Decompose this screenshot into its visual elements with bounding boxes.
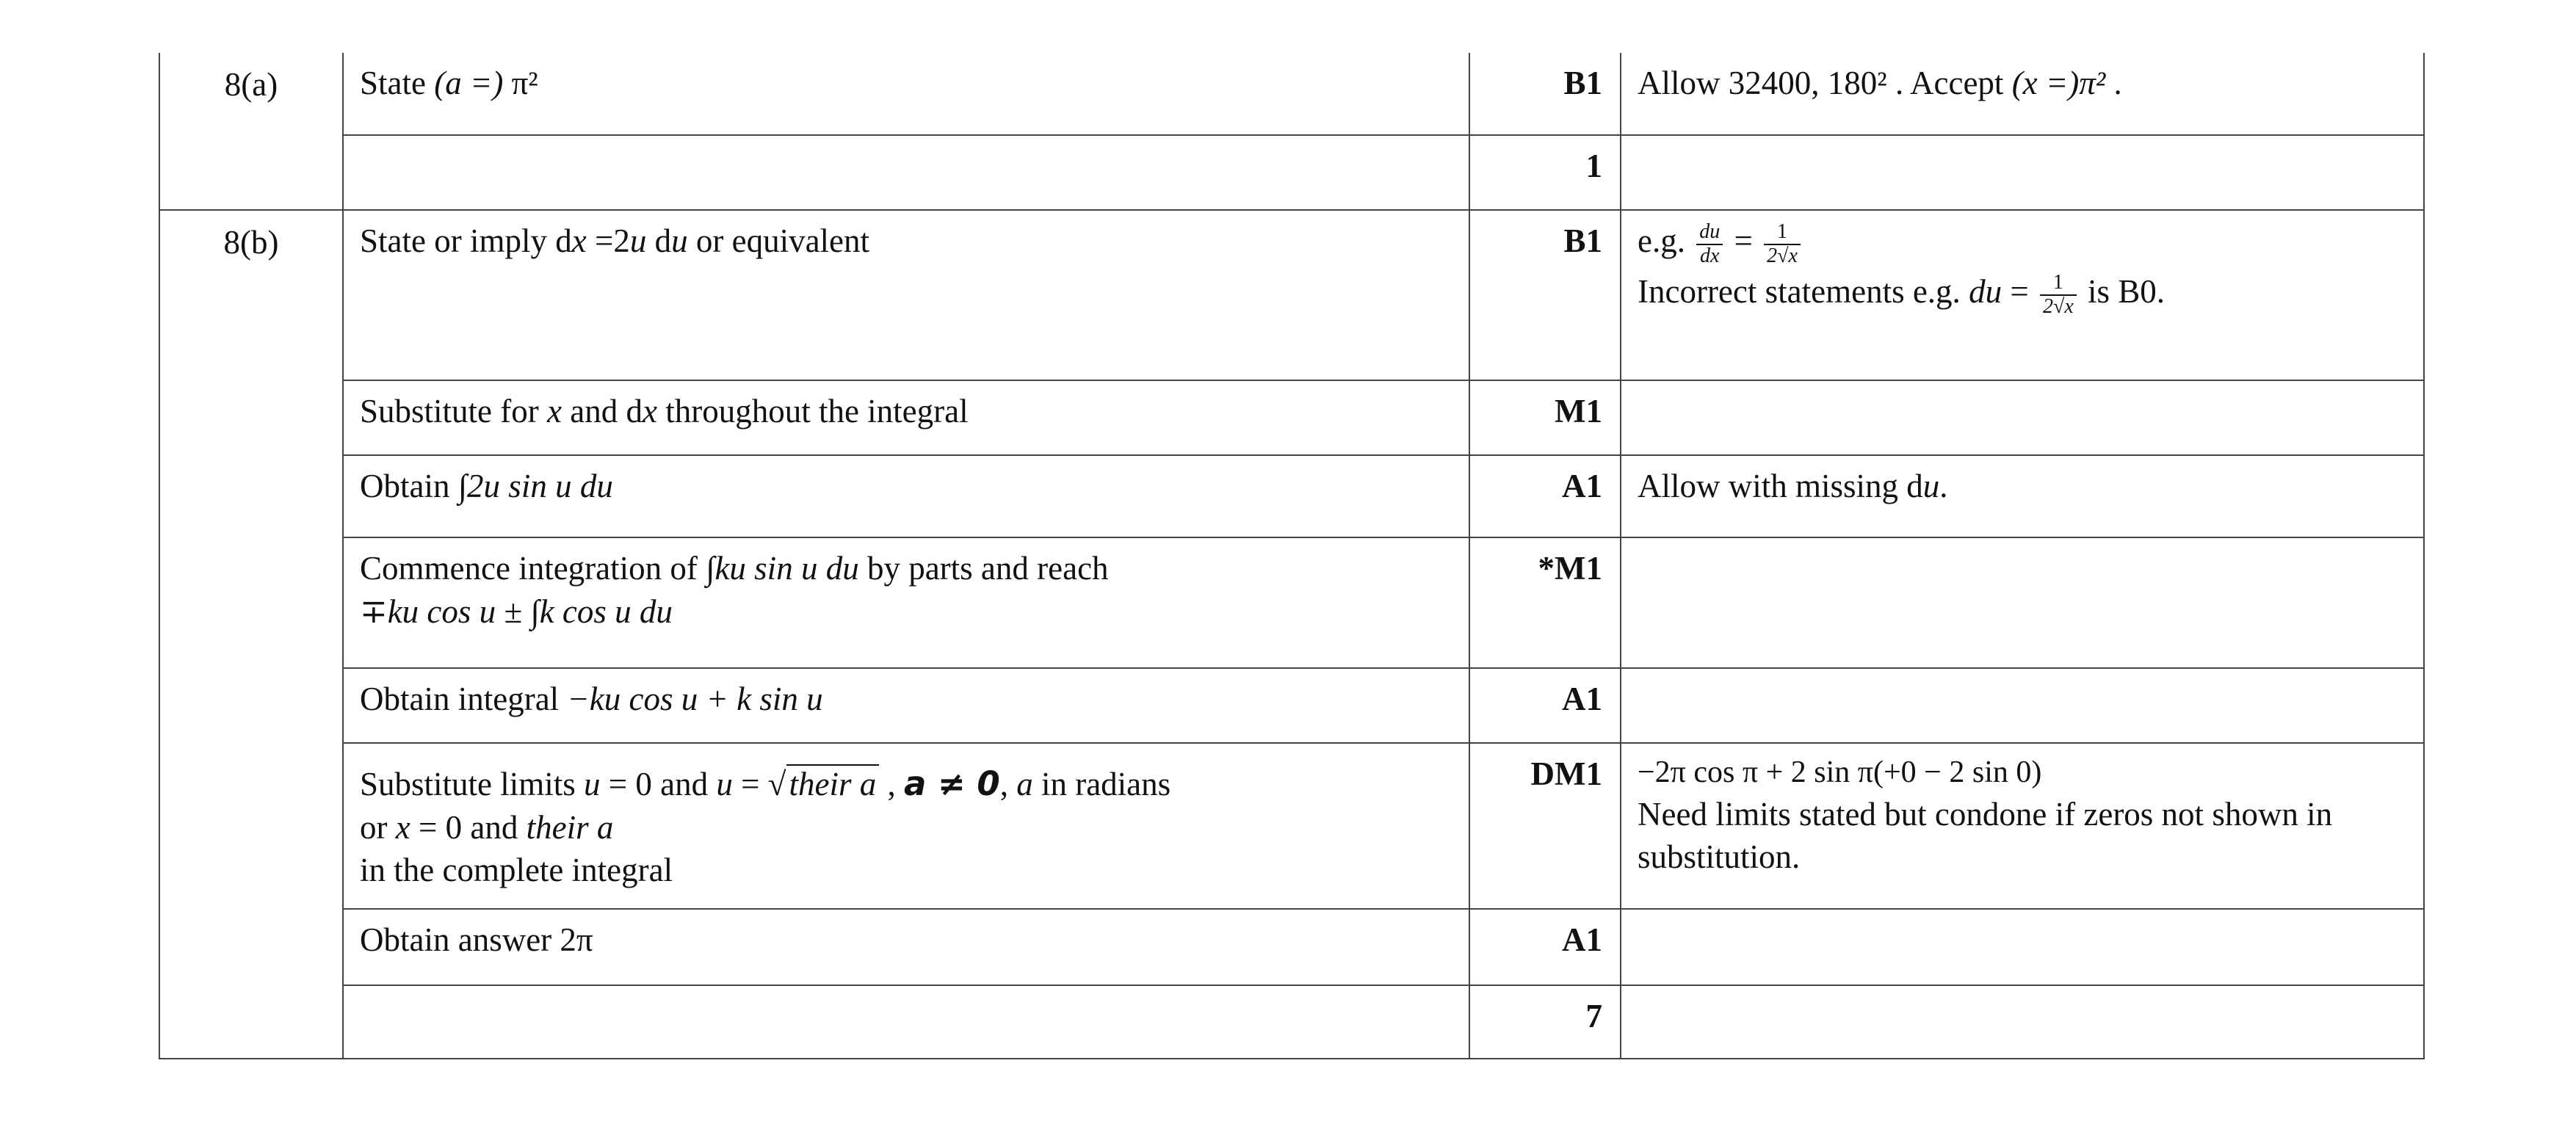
answer-cell: Obtain integral −ku cos u + k sin u	[343, 668, 1469, 743]
mark-cell: B1	[1469, 53, 1621, 135]
table-row	[159, 909, 2424, 985]
table-row	[159, 53, 2424, 135]
guidance-cell: e.g. $\frac{du}{dx}$ = $\frac{1}{2√x}$ Incorrect statements e.g. du = $\frac{1}{2√x}$ is B0.	[1621, 210, 2424, 380]
table-row	[159, 455, 2424, 537]
mark-cell: A1	[1469, 668, 1621, 743]
question-number	[159, 135, 343, 210]
guidance-cell	[1621, 985, 2424, 1059]
question-number	[159, 985, 343, 1059]
question-number	[159, 380, 343, 455]
answer-cell: Obtain answer 2π	[343, 909, 1469, 985]
question-number	[159, 909, 343, 985]
question-number: 8(a)	[159, 53, 343, 135]
question-number	[159, 743, 343, 909]
table-row	[159, 210, 2424, 380]
mark-cell: A1	[1469, 909, 1621, 985]
guidance-cell	[1621, 135, 2424, 210]
fraction: $\frac{du}{dx}$	[1696, 221, 1723, 268]
mark-cell: A1	[1469, 455, 1621, 537]
mark-scheme-table	[159, 53, 2425, 1059]
guidance-cell: −2π cos π + 2 sin π(+0 − 2 sin 0) Need limits stated but condone if zeros not shown in substitution.	[1621, 743, 2424, 909]
table-row	[159, 537, 2424, 668]
answer-cell: Commence integration of ∫ku sin u du by parts and reach ∓ku cos u ± ∫k cos u du	[343, 537, 1469, 668]
total-mark: 7	[1469, 985, 1621, 1059]
answer-cell: State or imply dx =2u du or equivalent	[343, 210, 1469, 380]
guidance-cell: Allow with missing du.	[1621, 455, 2424, 537]
answer-cell	[343, 135, 1469, 210]
mark-scheme	[159, 53, 2423, 1059]
guidance-cell	[1621, 909, 2424, 985]
answer-cell	[343, 985, 1469, 1059]
question-number	[159, 537, 343, 668]
fraction: $\frac{1}{2√x}$	[1764, 221, 1801, 268]
question-number	[159, 668, 343, 743]
mark-cell: M1	[1469, 380, 1621, 455]
question-number: 8(b)	[159, 210, 343, 380]
answer-cell: Obtain ∫2u sin u du	[343, 455, 1469, 537]
guidance-cell	[1621, 668, 2424, 743]
table-row	[159, 380, 2424, 455]
table-row	[159, 135, 2424, 210]
table-row	[159, 985, 2424, 1059]
answer-cell: Substitute for x and dx throughout the integral	[343, 380, 1469, 455]
mark-cell: *M1	[1469, 537, 1621, 668]
answer-cell: Substitute limits u = 0 and u = √their a , a ≠ 0, a in radians or x = 0 and their a in the complete integral	[343, 743, 1469, 909]
guidance-cell	[1621, 537, 2424, 668]
mark-cell: DM1	[1469, 743, 1621, 909]
guidance-cell: Allow 32400, 180² . Accept (x =)π² .	[1621, 53, 2424, 135]
guidance-cell	[1621, 380, 2424, 455]
mark-cell: B1	[1469, 210, 1621, 380]
question-number	[159, 455, 343, 537]
answer-cell: State (a =) π²	[343, 53, 1469, 135]
table-row	[159, 668, 2424, 743]
table-row	[159, 743, 2424, 909]
fraction: $\frac{1}{2√x}$	[2040, 272, 2077, 319]
total-mark: 1	[1469, 135, 1621, 210]
